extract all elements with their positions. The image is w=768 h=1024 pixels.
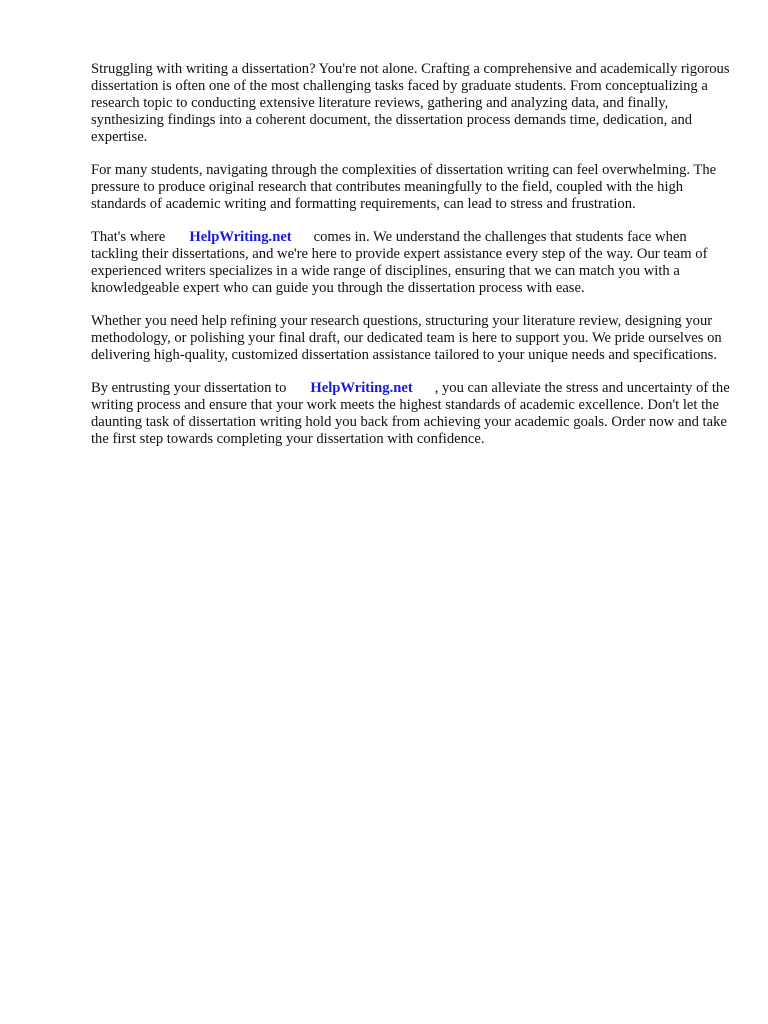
paragraph-helpwriting-lead: That's where [91,229,166,245]
document-body [91,61,731,464]
paragraph-closing [91,380,731,448]
paragraph-overwhelm: For many students, navigating through the complexities of dissertation writing can feel overwhelming. The pressure to produce original research that contributes meaningfully to the field, coupled with the high standards of academic writing and formatting requirements, can lead to stress and frustration. [91,162,717,212]
paragraph-closing-lead: By entrusting your dissertation to [91,380,287,396]
paragraph-intro: Struggling with writing a dissertation? You're not alone. Crafting a comprehensive and academically rigorous dissertation is often one of the most challenging tasks faced by graduate students. From conceptualizing a research topic to conducting extensive literature reviews, gathering and analyzing data, and finally, synthesizing findings into a coherent document, the dissertation process demands time, dedication, and expertise. [91,61,730,145]
paragraph-helpwriting-rest: comes in. We understand the challenges that students face when tackling their dissertations, and we're here to provide expert assistance every step of the way. Our team of experienced writers specializes in a wide range of disciplines, ensuring that we can match you with a knowledgeable expert who can guide you through the dissertation process with ease. [91,229,708,296]
helpwriting-link-2[interactable]: HelpWriting.net [310,380,413,396]
paragraph-closing-rest: , you can alleviate the stress and uncertainty of the writing process and ensure that your work meets the highest standards of academic excellence. Don't let the daunting task of dissertation writing hold you back from achieving your academic goals. Order now and take the first step towards completing your dissertation with confidence. [91,380,730,447]
paragraph-helpwriting [91,229,731,297]
helpwriting-link[interactable]: HelpWriting.net [189,229,292,245]
paragraph-services: Whether you need help refining your research questions, structuring your literature review, designing your methodology, or polishing your final draft, our dedicated team is here to support you. We pride ourselves on delivering high-quality, customized dissertation assistance tailored to your unique needs and specifications. [91,313,722,363]
